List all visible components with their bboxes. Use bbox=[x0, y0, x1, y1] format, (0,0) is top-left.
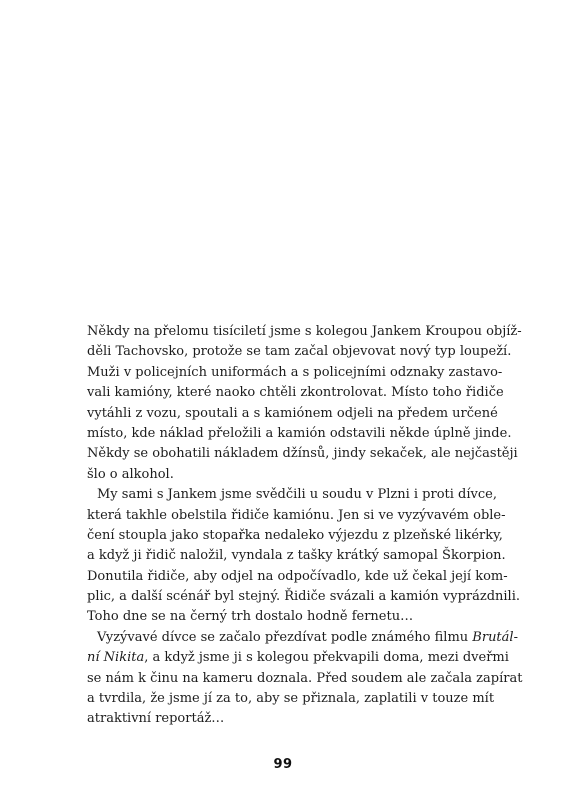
paragraph bbox=[87, 485, 520, 628]
film-title-part: Nikita bbox=[103, 650, 145, 666]
text-line: Muži v policejních uniformách a s policejními odznaky zastavo- bbox=[87, 364, 503, 380]
film-title-part: Brutál- bbox=[472, 629, 518, 645]
film-title-part: ní bbox=[87, 650, 100, 666]
text-line: Někdy se obohatili nákladem džínsů, jindy sekaček, ale nejčastěji bbox=[87, 446, 518, 462]
text-line: vali kamióny, které naoko chtěli zkontrolovat. Místo toho řidiče bbox=[87, 385, 504, 401]
text-line: se nám k činu na kameru doznala. Před soudem ale začala zapírat bbox=[87, 670, 523, 686]
text-run: Vyzývavé dívce se začalo přezdívat podle známého filmu bbox=[97, 629, 469, 645]
text-run: , a když jsme ji s kolegou překvapili doma, mezi dveřmi bbox=[144, 650, 509, 666]
paragraph bbox=[87, 322, 522, 485]
text-line: Donutila řidiče, aby odjel na odpočívadlo, kde už čekal její kom- bbox=[87, 568, 508, 584]
text-line: děli Tachovsko, protože se tam začal objevovat nový typ loupeží. bbox=[87, 344, 512, 360]
text-line: plic, a další scénář byl stejný. Řidiče svázali a kamión vyprázdnili. bbox=[87, 589, 520, 605]
text-line: atraktivní reportáž… bbox=[87, 711, 225, 727]
text-line: vytáhli z vozu, spoutali a s kamiónem odjeli na předem určené bbox=[87, 405, 498, 421]
page-number: 99 bbox=[273, 757, 293, 772]
body-text bbox=[87, 322, 523, 730]
text-line: My sami s Jankem jsme svědčili u soudu v Plzni i proti dívce, bbox=[97, 487, 497, 503]
text-line: a když ji řidič naložil, vyndala z tašky krátký samopal Škorpion. bbox=[87, 548, 506, 564]
text-line: a tvrdila, že jsme jí za to, aby se přiznala, zaplatili v touze mít bbox=[87, 691, 495, 707]
text-line: Někdy na přelomu tisíciletí jsme s kolegou Jankem Kroupou objíž- bbox=[87, 324, 522, 339]
text-line: šlo o alkohol. bbox=[87, 466, 174, 482]
paragraph bbox=[87, 628, 523, 730]
text-line bbox=[87, 628, 518, 648]
text-line: čení stoupla jako stopařka nedaleko výjezdu z plzeňské likérky, bbox=[87, 527, 503, 543]
text-line bbox=[87, 648, 509, 668]
text-line: místo, kde náklad přeložili a kamión odstavili někde úplně jinde. bbox=[87, 425, 512, 441]
text-line: která takhle obelstila řidiče kamiónu. Jen si ve vyzývavém oble- bbox=[87, 507, 506, 523]
text-line: Toho dne se na černý trh dostalo hodně fernetu… bbox=[87, 609, 414, 625]
